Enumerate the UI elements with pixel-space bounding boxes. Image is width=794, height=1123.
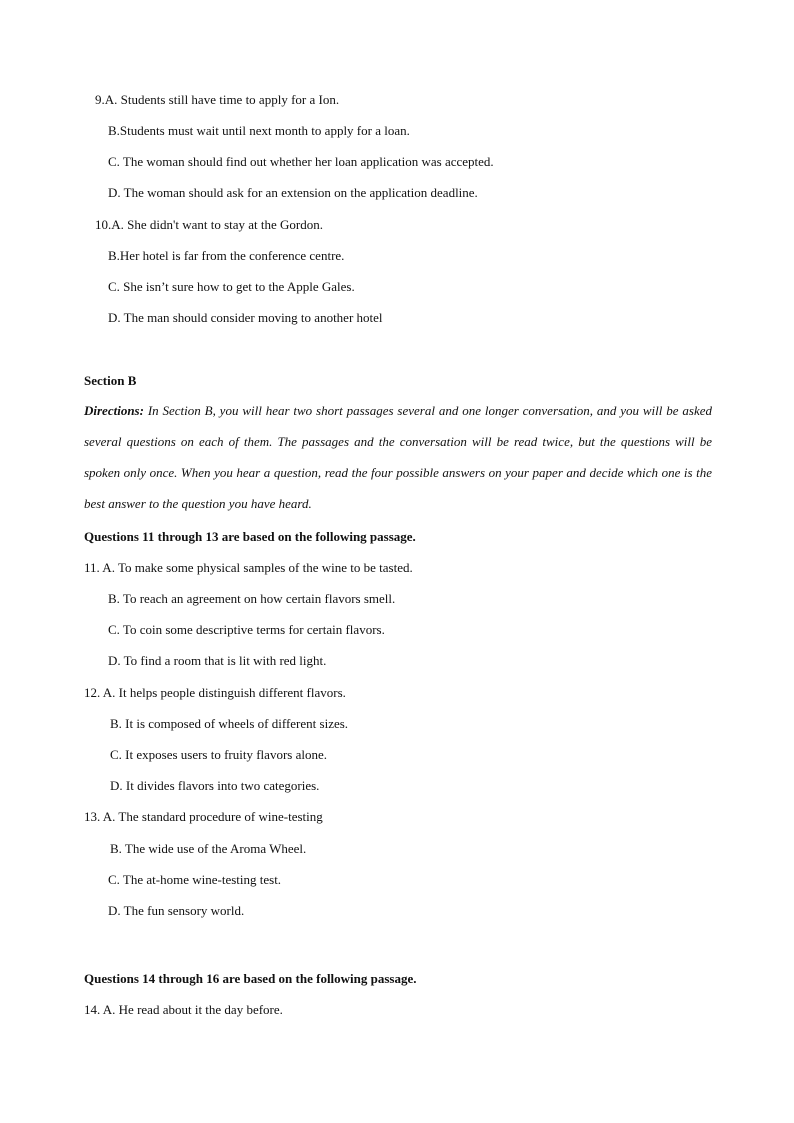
section-b-title: Section B <box>84 373 137 388</box>
question-9-option-d: D. The woman should ask for an extension on the application deadline. <box>108 185 478 200</box>
question-11-option-a: 11. A. To make some physical samples of the wine to be tasted. <box>84 560 413 575</box>
question-12-option-a: 12. A. It helps people distinguish different flavors. <box>84 685 346 700</box>
question-10-option-c: C. She isn’t sure how to get to the Apple Gales. <box>108 279 355 294</box>
question-14-option-a: 14. A. He read about it the day before. <box>84 1002 283 1017</box>
group-1-heading: Questions 11 through 13 are based on the following passage. <box>84 529 416 544</box>
question-9-option-b: B.Students must wait until next month to apply for a loan. <box>108 123 410 138</box>
question-11-option-d: D. To find a room that is lit with red light. <box>108 653 327 668</box>
group-2-heading: Questions 14 through 16 are based on the following passage. <box>84 971 417 986</box>
question-10-option-a: 10.A. She didn't want to stay at the Gordon. <box>95 217 324 232</box>
question-12-option-d: D. It divides flavors into two categories. <box>110 778 320 793</box>
question-13-option-c: C. The at-home wine-testing test. <box>108 872 282 887</box>
question-10-option-d: D. The man should consider moving to another hotel <box>108 310 383 325</box>
question-11-option-b: B. To reach an agreement on how certain flavors smell. <box>108 591 396 606</box>
question-9-option-c: C. The woman should find out whether her loan application was accepted. <box>108 154 494 169</box>
question-13-option-a: 13. A. The standard procedure of wine-testing <box>84 809 323 824</box>
question-11-option-c: C. To coin some descriptive terms for certain flavors. <box>108 622 385 637</box>
directions-label: Directions: <box>84 403 144 418</box>
question-12-option-b: B. It is composed of wheels of different sizes. <box>110 716 349 731</box>
question-9-option-a: 9.A. Students still have time to apply for a Ion. <box>95 92 340 107</box>
question-10-option-b: B.Her hotel is far from the conference centre. <box>108 248 345 263</box>
question-13-option-d: D. The fun sensory world. <box>108 903 245 918</box>
question-12-option-c: C. It exposes users to fruity flavors alone. <box>110 747 327 762</box>
question-13-option-b: B. The wide use of the Aroma Wheel. <box>110 841 307 856</box>
directions-text: In Section B, you will hear two short passages several and one longer conversation, and you will be asked several questions on each of them. The passages and the conversation will be read twice, but the questions will be spoken only once. When you hear a question, read the four possible answers on your paper and decide which one is the best answer to the question you have heard. <box>84 403 712 511</box>
section-b-directions <box>84 395 712 519</box>
